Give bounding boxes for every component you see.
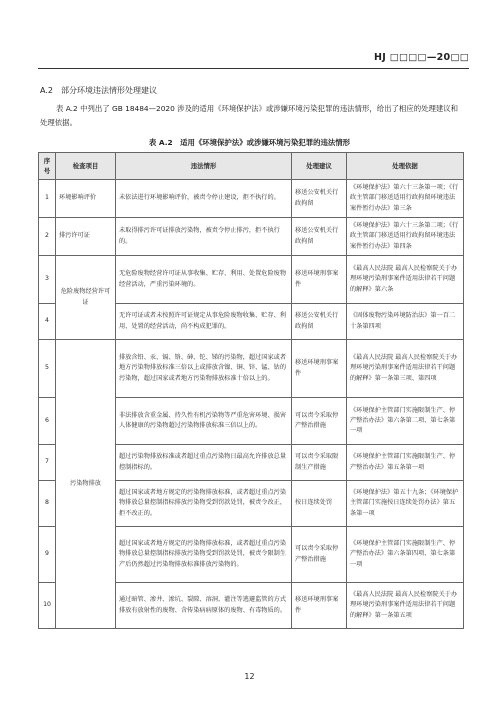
row-no: 1 <box>39 180 56 218</box>
row-basis: 《环境保护主管部门实施限制生产、停产整治办法》第六条第二项、第七条第一项 <box>347 398 464 445</box>
table-caption: 表 A.2 适用《环境保护法》或涉嫌环境污染犯罪的违法情形 <box>148 138 351 147</box>
row-basis: 《环境保护主管部门实施限制生产、停产整治办法》第五条第一项 <box>347 445 464 481</box>
table-row <box>39 340 464 398</box>
row-suggestion: 移送环境刑事案件 <box>292 256 347 304</box>
row-basis: 《环境保护法》第五十九条；《环境保护主管部门实施按日连续处罚办法》第五条第一项 <box>347 481 464 527</box>
row-basis: 《环境保护主管部门实施限制生产、停产整治办法》第六条第四项、第七条第一项 <box>347 527 464 583</box>
table-row <box>39 256 464 304</box>
group-hazardous: 危险废物经营许可证 <box>56 256 116 340</box>
table-row <box>39 218 464 256</box>
row-suggestion: 移送环境刑事案件 <box>292 340 347 398</box>
row-situation: 未依法进行环境影响评价，被责令停止建设，拒不执行的。 <box>116 180 292 218</box>
col-header-situation: 违法情形 <box>116 153 292 180</box>
row-suggestion: 移送公安机关行政拘留 <box>292 218 347 256</box>
row-no: 2 <box>39 218 56 256</box>
col-header-suggestion: 处理建议 <box>292 153 347 180</box>
table-row <box>39 180 464 218</box>
row-situation: 排放含铅、汞、镉、铬、砷、铊、锑的污染物，超过国家或者地方污染物排放标准三倍以上或排放含镍、铜、锌、锰、钴的污染物，超过国家或者地方污染物排放标准十倍以上的。 <box>116 340 292 398</box>
row-no: 3 <box>39 256 56 304</box>
col-header-item: 检查项目 <box>56 153 116 180</box>
row-situation: 通过暗管、渗井、渗坑、裂隙、溶洞、灌注等逃避监管的方式排放有放射性的废物、含传染病病原体的废物、有毒物质的。 <box>116 583 292 629</box>
document-code: HJ □□□□—20□□ <box>374 52 469 63</box>
row-basis: 《环境保护法》第六十三条第二项；《行政主管部门移送适用行政拘留环境违法案件暂行办法》第四条 <box>347 218 464 256</box>
group-permit: 排污许可证 <box>56 218 116 256</box>
row-situation: 无危险废物经营许可证从事收集、贮存、利用、处置危险废物经营活动，严重污染环境的。 <box>116 256 292 304</box>
violation-table <box>38 152 464 629</box>
row-no: 4 <box>39 304 56 340</box>
col-header-basis: 处理依据 <box>347 153 464 180</box>
row-situation: 非法排放含重金属、持久性有机污染物等严重危害环境、损害人体健康的污染物超过污染物排放标准三倍以上的。 <box>116 398 292 445</box>
row-basis: 《最高人民法院 最高人民检察院关于办理环境污染刑事案件适用法律若干问题的解释》第一条第五项 <box>347 583 464 629</box>
row-no: 6 <box>39 398 56 445</box>
row-suggestion: 可以责令采取限制生产措施 <box>292 445 347 481</box>
group-discharge: 污染物排放 <box>56 340 116 629</box>
row-basis: 《环境保护法》第六十三条第一项；《行政主管部门移送适用行政拘留环境违法案件暂行办法》第三条 <box>347 180 464 218</box>
group-env-impact: 环境影响评价 <box>56 180 116 218</box>
row-basis: 《固体废物污染环境防治法》第一百二十条第四项 <box>347 304 464 340</box>
header-rule <box>38 68 469 69</box>
row-situation: 超过国家或者地方规定的污染物排放标准，或者超过重点污染物排放总量控制指标排放污染物受到罚款处罚，被责令改正，拒不改正的。 <box>116 481 292 527</box>
page-number: 12 <box>244 672 255 681</box>
row-no: 7 <box>39 445 56 481</box>
row-situation: 超过国家或者地方规定的污染物排放标准，或者超过重点污染物排放总量控制指标排放污染物受到罚款处罚，被责令限制生产后仍然超过污染物排放标准排放污染物的。 <box>116 527 292 583</box>
row-suggestion: 可以责令采取停产整治措施 <box>292 398 347 445</box>
row-no: 10 <box>39 583 56 629</box>
row-situation: 超过污染物排放标准或者超过重点污染物日最高允许排放总量控制指标的。 <box>116 445 292 481</box>
row-situation: 无许可证或者未按照许可证规定从事危险废物收集、贮存、利用、处置的经营活动，尚不构成犯罪的。 <box>116 304 292 340</box>
col-header-no: 序号 <box>39 153 56 180</box>
row-suggestion: 移送公安机关行政拘留 <box>292 180 347 218</box>
row-no: 8 <box>39 481 56 527</box>
row-no: 5 <box>39 340 56 398</box>
row-suggestion: 移送环境刑事案件 <box>292 583 347 629</box>
section-title: A.2 部分环境违法情形处理建议 <box>40 86 157 95</box>
row-suggestion: 可以责令采取停产整治措施 <box>292 527 347 583</box>
row-basis: 《最高人民法院 最高人民检察院关于办理环境污染刑事案件适用法律若干问题的解释》第六条 <box>347 256 464 304</box>
table-header-row <box>39 153 464 180</box>
row-situation: 未取得排污许可证排放污染物，被责令停止排污，拒不执行的。 <box>116 218 292 256</box>
row-suggestion: 移送公安机关行政拘留 <box>292 304 347 340</box>
row-basis: 《最高人民法院 最高人民检察院关于办理环境污染刑事案件适用法律若干问题的解释》第一条第三项、第四项 <box>347 340 464 398</box>
row-no: 9 <box>39 527 56 583</box>
row-suggestion: 按日连续处罚 <box>292 481 347 527</box>
intro-paragraph: 表 A.2 中列出了 GB 18484—2020 涉及的适用《环境保护法》或涉嫌环境污染犯罪的违法情形，给出了相应的处理建议和处理依据。 <box>40 104 459 127</box>
